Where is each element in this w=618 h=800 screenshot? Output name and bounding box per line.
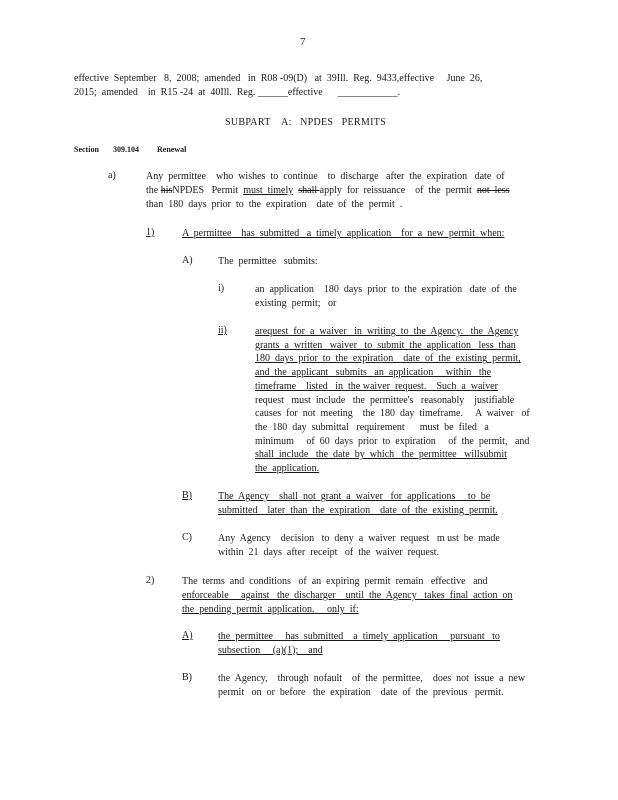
para-a-line-1: Any permittee who wishes to continue to discharge after the expiration date of — [146, 171, 505, 182]
para-2-line-2: enforceable against the discharger until the Agency takes final action on — [182, 590, 513, 601]
para-a-line-3: than 180 days prior to the expiration date of the permit . — [146, 199, 403, 210]
para-C1-line-1: Any Agency decision to deny a waiver request m ust be made — [218, 533, 500, 544]
para-a-label: a) — [108, 170, 116, 181]
section-label: Section — [74, 145, 99, 154]
section-number: 309.104 — [113, 145, 139, 154]
para-ii-line: causes for not meeting the 180 day timeframe. A waiver of — [255, 408, 530, 420]
para-B1-line-1: The Agency shall not grant a waiver for applications to be — [218, 491, 491, 502]
para-ii-line: arequest for a waiver in writing to the Agency. the Agency — [255, 326, 519, 337]
para-a-line-2: the hisNPDES Permit must timely shall apply for reissuance of the permit not less — [146, 185, 510, 196]
para-i-line-1: an application 180 days prior to the expiration date of the — [255, 284, 517, 295]
para-1-label: 1) — [146, 227, 155, 238]
para-B1-line-2: submitted later than the expiration date of the existing permit. — [218, 505, 498, 516]
deleted-his: his — [160, 185, 173, 196]
para-ii-line: timeframe listed in the waiver request. Such a waiver — [255, 380, 498, 392]
blank-register-page: ______ — [257, 87, 288, 98]
para-i-line-2: existing permit; or — [255, 298, 337, 309]
para-ii-line: the application. — [255, 463, 320, 474]
para-ii-line: minimum of 60 days prior to expiration of the permit, and — [255, 435, 530, 447]
para-A2-line-1: the permittee has submitted a timely application pursuant to — [218, 631, 500, 642]
deleted-shall: shall — [298, 185, 320, 196]
para-B2-label: B) — [182, 672, 192, 683]
para-ii-line: grants a written waiver to submit the application less than — [255, 339, 516, 351]
para-C1-label: C) — [182, 532, 192, 543]
page-number: 7 — [300, 36, 306, 48]
history-line-1: effective September 8, 2008; amended in R08 -09(D) at 39Ill. Reg. 9433,effective June 26, — [74, 73, 483, 84]
para-B1-label: B) — [182, 490, 192, 501]
inserted-must-timely: must timely — [243, 185, 294, 196]
para-B2-line-1: the Agency, through nofault of the permittee, does not issue a new — [218, 673, 526, 684]
para-ii-line: the 180 day submittal requirement must be filed a — [255, 421, 489, 433]
section-title: Renewal — [157, 145, 187, 154]
subpart-heading: SUBPART A: NPDES PERMITS — [225, 117, 386, 128]
para-2-line-3: the pending permit application. only if: — [182, 604, 359, 615]
para-A1-text: The permittee submits: — [218, 256, 318, 267]
para-ii-line: and the applicant submits an application within the — [255, 367, 492, 379]
para-2-label: 2) — [146, 575, 155, 586]
para-ii-label: ii) — [218, 325, 227, 336]
blank-effective-date: ____________ — [337, 87, 398, 98]
para-A1-label: A) — [182, 255, 193, 266]
history-line-2: 2015; amended in R15 -24 at 40Ill. Reg. ______effective ____________. — [74, 87, 401, 98]
para-1-text: A permittee has submitted a timely application for a new permit when: — [182, 228, 505, 239]
para-A2-line-2: subsection (a)(1); and — [218, 645, 323, 656]
para-2-line-1: The terms and conditions of an expiring permit remain effective and — [182, 576, 488, 587]
para-A2-label: A) — [182, 630, 193, 641]
para-C1-line-2: within 21 days after receipt of the waiver request. — [218, 547, 440, 558]
para-B2-line-2: permit on or before the expiration date of the previous permit. — [218, 687, 504, 698]
deleted-not-less: not less — [476, 185, 510, 196]
para-ii-line: 180 days prior to the expiration date of the existing permit, — [255, 353, 521, 365]
para-ii-line: shall include the date by which the permittee willsubmit — [255, 449, 507, 461]
para-i-label: i) — [218, 283, 225, 294]
para-ii-line: request must include the permittee's reasonably justifiable — [255, 394, 515, 406]
